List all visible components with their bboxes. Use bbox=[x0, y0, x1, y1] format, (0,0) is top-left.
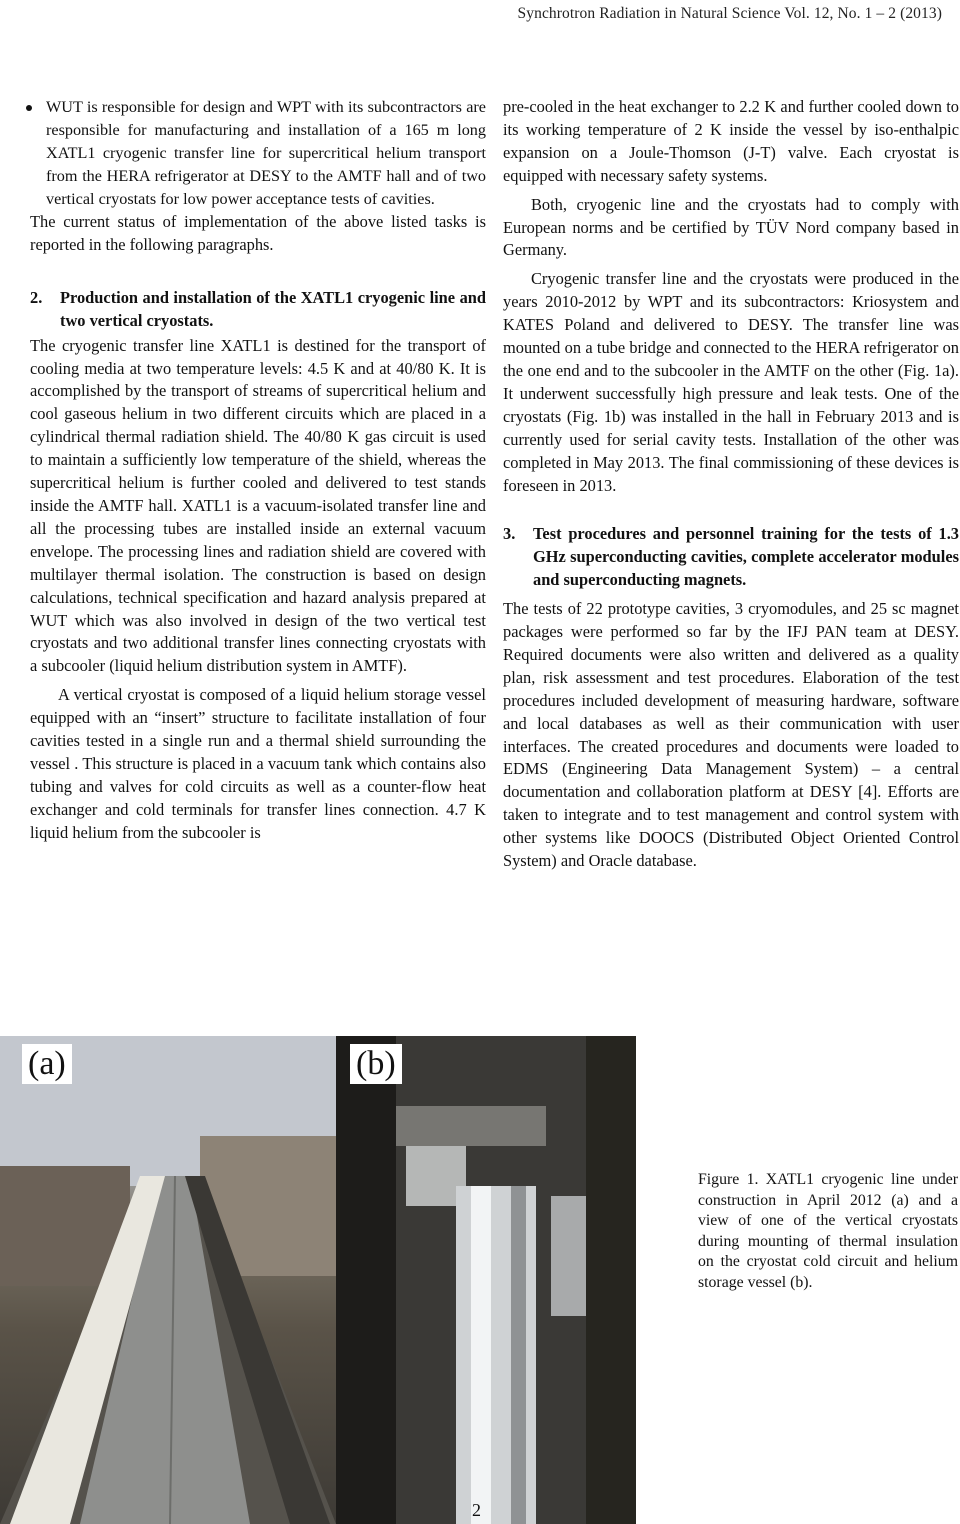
section-2-title: Production and installation of the XATL1 cryogenic line and two vertical cryostats. bbox=[60, 287, 486, 330]
left-column bbox=[30, 96, 486, 845]
norms-paragraph: Both, cryogenic line and the cryostats had to comply with European norms and be certified by TÜV Nord company based in Germany. bbox=[503, 194, 959, 260]
transfer-line-illustration bbox=[0, 1036, 336, 1524]
bullet-icon bbox=[26, 105, 32, 111]
figure-caption: Figure 1. XATL1 cryogenic line under construction in April 2012 (a) and a view of one of the vertical cryostats during mounting of thermal insulation on the cryostat cold circuit and helium storage vessel (b). bbox=[698, 1171, 958, 1291]
section-3-heading bbox=[503, 523, 959, 592]
production-paragraph: Cryogenic transfer line and the cryostats were produced in the years 2010-2012 by WPT and its subcontractors: Kriosystem and KATES Poland and delivered to DESY. The transfer line was mounted on a tube bridge and connected to the HERA refrigerator on the one end and to the subcooler in the AMTF on the other (Fig. 1a). It underwent successfully high pressure and leak tests. One of the cryostats (Fig. 1b) was installed in the hall in February 2013 and is currently used for serial cavity tests. Installation of the other was completed in May 2013. The final commissioning of these devices is foreseen in 2013. bbox=[503, 269, 959, 495]
figure-label-a: (a) bbox=[22, 1044, 72, 1084]
bullet-item bbox=[30, 96, 486, 211]
right-column bbox=[503, 96, 959, 873]
tests-paragraph: The tests of 22 prototype cavities, 3 cryomodules, and 25 sc magnet packages were performed so far by the IFJ PAN team at DESY. Required documents were also written and delivered as a quality plan, risk assessment and test procedures. Elaboration of the test procedures included development of measuring hardware, software and local databases as well as their communication with user interfaces. The created procedures and documents were loaded to EDMS (Engineering Data Management System) – a central documentation and collaboration platform at DESY [4]. Efforts are taken to integrate and to test management and control system with other systems like DOOCS (Distributed Object Oriented Control System) and Oracle database. bbox=[503, 599, 959, 871]
precool-paragraph: pre-cooled in the heat exchanger to 2.2 K and further cooled down to its working temperature of 2 K inside the vessel by iso-enthalpic expansion on a Joule-Thomson (J-T) valve. Each cryostat is equipped with necessary safety systems. bbox=[503, 97, 959, 185]
section-3-number: 3. bbox=[503, 524, 516, 544]
cryostat-paragraph: A vertical cryostat is composed of a liquid helium storage vessel equipped with an “insert” structure to facilitate installation of four cavities tested in a single run and a thermal shield surrounding the vessel . This structure is placed in a vacuum tank which contains also tubing and valves for cold circuits as well as a counter-flow heat exchanger and cold terminals for transfer lines connection. 4.7 K liquid helium from the subcooler is bbox=[30, 685, 486, 842]
section-2-number: 2. bbox=[30, 287, 43, 307]
figure-1a-photo bbox=[0, 1036, 336, 1524]
section-3-title: Test procedures and personnel training for the tests of 1.3 GHz superconducting cavities, complete accelerator modules and superconducting magnets. bbox=[533, 524, 959, 590]
running-header: Synchrotron Radiation in Natural Science Vol. 12, No. 1 – 2 (2013) bbox=[517, 5, 942, 22]
xatl1-paragraph: The cryogenic transfer line XATL1 is destined for the transport of cooling media at two temperature levels: 4.5 K and at 40/80 K. It is accomplished by the transport of streams of supercritical helium and cool gaseous helium in two different circuits which are placed in a cylindrical thermal radiation shield. The 40/80 K gas circuit is used to maintain a sufficiently low temperature of the shield, whereas the supercritical helium is further cooled and delivered to test stands inside the AMTF hall. XATL1 is a vacuum-isolated transfer line and all the processing tubes are installed inside an external vacuum envelope. The processing lines and radiation shield are covered with multilayer thermal isolation. The construction is based on design calculations, technical specification and hazard analysis prepared at WUT which was also involved in design of the two vertical test cryostats and two additional transfer lines connecting cryostats with a subcooler (liquid helium distribution system in AMTF). bbox=[30, 335, 486, 676]
bullet-text: WUT is responsible for design and WPT with its subcontractors are responsible for manufacturing and installation of a 165 m long XATL1 cryogenic transfer line for supercritical helium transport from the HERA refrigerator at DESY to the AMTF hall and of two vertical cryostats for low power acceptance tests of cavities. bbox=[46, 98, 486, 208]
figure-1b-photo bbox=[336, 1036, 636, 1524]
section-2-heading bbox=[30, 287, 486, 333]
page-number: 2 bbox=[472, 1500, 481, 1520]
status-paragraph: The current status of implementation of the above listed tasks is reported in the following paragraphs. bbox=[30, 212, 486, 254]
figure-label-b: (b) bbox=[350, 1044, 402, 1084]
cryostat-illustration bbox=[336, 1036, 636, 1524]
